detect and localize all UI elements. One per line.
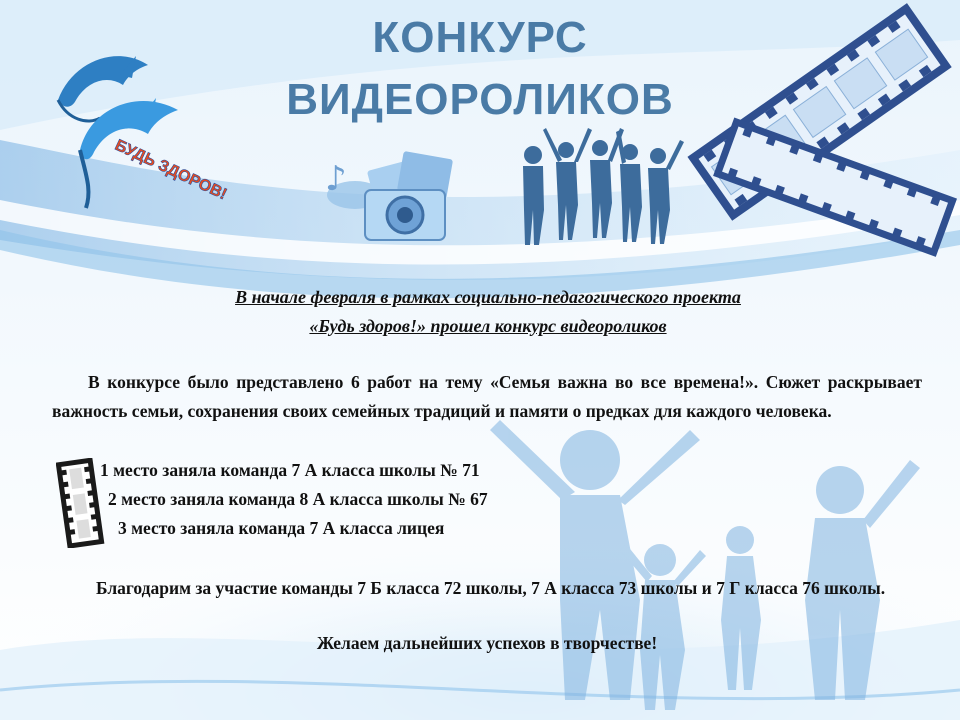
intro-paragraph: В конкурсе было представлено 6 работ на тему «Семья важна во все времена!». Сюжет раскрывает важность семьи, сохранения своих семейных традиций и памяти о предках для каждого человека. <box>52 372 922 421</box>
closing-line: Желаем дальнейших успехов в творчестве! <box>316 633 658 653</box>
camera-film-icon <box>315 135 485 255</box>
svg-text:♪: ♪ <box>325 159 347 199</box>
subtitle-line-1: В начале февраля в рамках социально-педагогического проекта <box>235 287 741 307</box>
people-silhouettes <box>508 110 708 250</box>
place-1: 1 место заняла команда 7 А класса школы № 71 <box>100 460 480 480</box>
place-3: 3 место заняла команда 7 А класса лицея <box>118 518 445 538</box>
logo-text: БУДЬ ЗДОРОВ! <box>112 136 230 204</box>
film-strip-icon <box>56 458 106 548</box>
place-2: 2 место заняла команда 8 А класса школы № 67 <box>108 489 488 509</box>
page-title-line-2: ВИДЕОРОЛИКОВ <box>286 75 674 124</box>
page-title-line-1: КОНКУРС <box>372 13 588 62</box>
subtitle-line-2: «Будь здоров!» прошел конкурс видеороликов <box>309 316 667 336</box>
thanks-paragraph: Благодарим за участие команды 7 Б класса 72 школы, 7 А класса 73 школы и 7 Г класса 76 школы. <box>96 578 886 598</box>
jumping-silhouettes <box>480 400 940 720</box>
